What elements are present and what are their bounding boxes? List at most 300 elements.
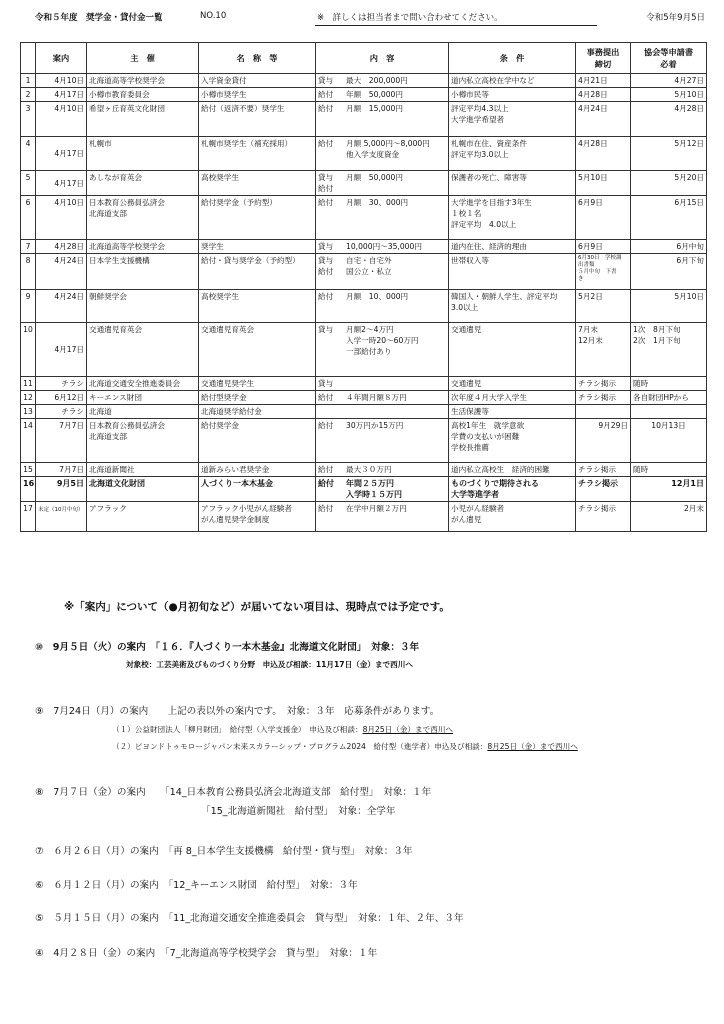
host-cell: [87, 419, 199, 463]
name-line: 入学資金貸付: [201, 76, 247, 85]
type-label: [318, 138, 346, 149]
table-row: [21, 240, 707, 254]
deadline-line: チラシ掲示: [578, 393, 616, 402]
content-cell: [316, 137, 449, 171]
condition-line: 小樽市民等: [451, 90, 489, 99]
row-number: [21, 74, 36, 88]
host-cell: [87, 74, 199, 88]
col-content: 内 容: [316, 43, 449, 74]
table-row: [21, 74, 707, 88]
arrival-line: 各自財団HPから: [633, 393, 689, 402]
deadline-cell: [576, 137, 631, 171]
arrival-text: 2月末: [683, 504, 704, 513]
deadline-cell: [576, 74, 631, 88]
condition-cell: [449, 463, 576, 477]
amount-line: 国公立・私立: [346, 267, 392, 276]
row-number: [21, 463, 36, 477]
host-cell: [87, 240, 199, 254]
host-line: アフラック: [89, 504, 127, 513]
guide-date-text: 4月24日: [54, 256, 84, 265]
guide-date: [36, 391, 87, 405]
col-host: 主 催: [87, 43, 199, 74]
arrival-line: 随時: [633, 379, 649, 388]
arrival-text: 5月10日: [674, 292, 704, 301]
condition-cell: [449, 254, 576, 290]
amount-value: [346, 172, 403, 183]
table-row: [21, 377, 707, 391]
name-cell: [199, 137, 316, 171]
host-cell: [87, 323, 199, 377]
col-arrival: 協会等申請書 必着: [631, 43, 707, 74]
host-cell: [87, 88, 199, 102]
note-10-heading: ⑩ 9月５日（火）の案内 「１６．『人づくり一本木基金』北海道文化財団」 対象：３年: [35, 642, 420, 653]
arrival-cell: [631, 240, 707, 254]
amount-value: [346, 478, 402, 500]
arrival-cell: [631, 290, 707, 323]
arrival-text: 6月下旬: [676, 256, 704, 265]
arrival-text: 12月1日: [671, 479, 704, 488]
note-4: ④ 4月２８日（金）の案内 「7_北海道高等学校奨学会 貸与型」 対象：１年: [35, 948, 378, 959]
deadline-cell: [576, 196, 631, 240]
deadline-cell: [576, 502, 631, 532]
guide-date: [36, 290, 87, 323]
name-line: 北海道奨学給付金: [201, 407, 262, 416]
row-number-text: 1: [25, 76, 31, 85]
host-line: 日本学生支援機構: [89, 256, 150, 265]
host-cell: [87, 377, 199, 391]
condition-cell: [449, 137, 576, 171]
host-line: 北海道高等学校奨学会: [89, 76, 165, 85]
amount-value: [346, 255, 392, 277]
type-line: 貸与: [318, 256, 334, 265]
row-number-text: 9: [25, 292, 31, 301]
arrival-text: 4月28日: [674, 104, 704, 113]
amount-value: [346, 420, 403, 431]
guide-date-text: 7月7日: [59, 465, 84, 474]
condition-line: 評定平均3.0以上: [451, 150, 509, 159]
schedule-notice: ※「案内」について（●月初旬など）が届いてない項目は、現時点では予定です。: [64, 601, 450, 613]
name-line: 給付奨学金: [201, 421, 239, 430]
arrival-cell: [631, 323, 707, 377]
condition-cell: [449, 290, 576, 323]
table-row: [21, 477, 707, 502]
row-number-text: 12: [23, 393, 33, 402]
amount-line: 月額 10、000円: [346, 292, 409, 301]
condition-line: 道内私立高校在学中など: [451, 76, 535, 85]
name-cell: [199, 196, 316, 240]
type-label: [318, 464, 346, 475]
amount-line: 在学中月額２万円: [346, 504, 407, 513]
type-line: 給付: [318, 139, 334, 148]
name-line: 人づくり一本木基金: [201, 479, 273, 488]
type-label: [318, 103, 346, 114]
name-line: 給付（返済不要）奨学生: [201, 104, 285, 113]
row-number: [21, 254, 36, 290]
deadline-cell: [576, 88, 631, 102]
condition-line: ものづくりで期待される: [451, 479, 539, 488]
host-line: 日本教育公務員弘済会: [89, 198, 165, 207]
guide-date-text: チラシ: [61, 407, 84, 416]
name-line: 交通遺児育英会: [201, 325, 255, 334]
amount-value: [346, 392, 407, 403]
amount-line: 10,000円～35,000円: [346, 242, 422, 251]
table-row: [21, 419, 707, 463]
amount-value: [346, 197, 408, 208]
table-row: [21, 290, 707, 323]
amount-line: 月額 5,000円～8,000円: [346, 139, 430, 148]
deadline-line: チラシ掲示: [578, 504, 616, 513]
host-line: 北海道支部: [89, 209, 127, 218]
content-cell: [316, 240, 449, 254]
condition-line: 道内在住、経済的理由: [451, 242, 527, 251]
arrival-text: 10月13日: [651, 421, 686, 430]
condition-cell: [449, 88, 576, 102]
arrival-cell: [631, 377, 707, 391]
content-cell: [316, 323, 449, 377]
condition-line: 韓国人・朝鮮人学生、評定平均: [451, 292, 558, 301]
row-number-text: 4: [25, 139, 31, 148]
content-cell: [316, 405, 449, 419]
row-number-text: 17: [23, 504, 33, 513]
condition-line: 学費の支払いが困難: [451, 432, 520, 441]
arrival-cell: [631, 171, 707, 196]
host-line: 北海道新聞社: [89, 465, 135, 474]
row-number-text: 13: [23, 407, 33, 416]
table-row: [21, 88, 707, 102]
table-row: [21, 196, 707, 240]
host-cell: [87, 196, 199, 240]
deadline-line: 5月10日: [578, 173, 608, 182]
type-line: 給付: [318, 465, 334, 474]
guide-date-text: 4月10日: [54, 76, 84, 85]
row-number: [21, 502, 36, 532]
deadline-line: チラシ掲示: [578, 465, 616, 474]
condition-line: 学校長推薦: [451, 443, 489, 452]
type-label: [318, 197, 346, 208]
amount-line: 自宅・自宅外: [346, 256, 392, 265]
condition-line: 評定平均 4.0以上: [451, 220, 517, 229]
condition-cell: [449, 502, 576, 532]
row-number: [21, 171, 36, 196]
amount-line: 最大 200,000円: [346, 76, 408, 85]
host-cell: [87, 290, 199, 323]
table-row: [21, 323, 707, 377]
content-cell: [316, 463, 449, 477]
deadline-line: 6月9日: [578, 198, 603, 207]
host-line: 日本教育公務員弘済会: [89, 421, 165, 430]
host-cell: [87, 502, 199, 532]
document-date: 令和5年9月5日: [646, 13, 705, 23]
type-line: 給付: [318, 198, 334, 207]
arrival-cell: [631, 502, 707, 532]
host-cell: [87, 391, 199, 405]
guide-date: [36, 171, 87, 196]
type-line: 給付: [318, 292, 334, 301]
type-line: 貸与: [318, 325, 334, 334]
guide-date-text: 4月28日: [54, 242, 84, 251]
table-row: [21, 502, 707, 532]
guide-date-text: 4月10日: [54, 198, 84, 207]
deadline-line: チラシ掲示: [578, 479, 618, 488]
name-line: 奨学生: [201, 242, 224, 251]
deadline-cell: [576, 391, 631, 405]
col-no: [21, 43, 36, 74]
condition-cell: [449, 102, 576, 137]
document-number: NO.10: [200, 11, 227, 21]
host-line: あしなが育英会: [89, 173, 143, 182]
deadline-cell: [576, 405, 631, 419]
name-line: がん遺児奨学金制度: [201, 515, 270, 524]
host-cell: [87, 137, 199, 171]
condition-cell: [449, 419, 576, 463]
row-number: [21, 196, 36, 240]
type-line: 貸与: [318, 173, 334, 182]
table-row: [21, 102, 707, 137]
deadline-cell: [576, 171, 631, 196]
guide-date: [36, 502, 87, 532]
arrival-cell: [631, 196, 707, 240]
arrival-text: 5月10日: [674, 90, 704, 99]
host-line: 希望ヶ丘育英文化財団: [89, 104, 165, 113]
content-cell: [316, 196, 449, 240]
note-8-line-2: 「15_北海道新聞社 給付型」 対象：全学年: [201, 806, 396, 817]
amount-value: [346, 241, 422, 252]
note-9-item-2: （２）ビヨンドトゥモロージャパン未来スカラーシップ・プログラム2024 給付型（進学者）申込及び相談：8月25日（金）まで西川へ: [112, 742, 578, 751]
guide-date-text: 4月17日: [54, 90, 84, 99]
name-cell: [199, 377, 316, 391]
amount-line: 月額2～4万円: [346, 325, 394, 334]
document-title: 令和５年度 奨学金・貸付金一覧: [35, 13, 163, 23]
arrival-cell: [631, 137, 707, 171]
condition-cell: [449, 171, 576, 196]
type-label: [318, 241, 346, 252]
col-name: 名 称 等: [199, 43, 316, 74]
arrival-text: 6月15日: [674, 198, 704, 207]
arrival-line: 1次 8月下旬: [633, 325, 681, 334]
condition-cell: [449, 74, 576, 88]
condition-cell: [449, 477, 576, 502]
header-underline: [315, 25, 597, 26]
contact-note: ※ 詳しくは担当者まで問い合わせてください。: [317, 13, 503, 23]
guide-date-text: 4月10日: [54, 104, 84, 113]
content-cell: [316, 477, 449, 502]
guide-date-text: チラシ: [61, 379, 84, 388]
content-cell: [316, 391, 449, 405]
table-row: [21, 405, 707, 419]
deadline-line: 6月9日: [578, 242, 603, 251]
host-line: 北海道支部: [89, 432, 127, 441]
amount-line: 年額 50,000円: [346, 90, 403, 99]
type-line: 給付: [318, 267, 334, 276]
condition-line: １校１名: [451, 209, 482, 218]
guide-date: [36, 254, 87, 290]
condition-line: 札幌市在住、資産条件: [451, 139, 527, 148]
table-row: [21, 171, 707, 196]
guide-date-text: 6月12日: [54, 393, 84, 402]
deadline-line: 4月24日: [578, 104, 608, 113]
content-cell: [316, 502, 449, 532]
amount-value: [346, 503, 407, 514]
arrival-cell: [631, 102, 707, 137]
host-line: 北海道交通安全推進委員会: [89, 379, 181, 388]
guide-date: [36, 323, 87, 377]
amount-line: 一部給付あり: [346, 347, 392, 356]
type-line: 給付: [318, 479, 334, 488]
amount-value: [346, 464, 392, 475]
amount-line: 最大３０万円: [346, 465, 392, 474]
name-line: 高校奨学生: [201, 173, 239, 182]
name-cell: [199, 240, 316, 254]
type-line: 給付: [318, 393, 334, 402]
deadline-line: き: [578, 276, 584, 282]
row-number-text: 6: [25, 198, 31, 207]
condition-cell: [449, 391, 576, 405]
row-number: [21, 419, 36, 463]
amount-line: ４年間月額８万円: [346, 393, 407, 402]
name-line: 札幌市奨学生（補充採用）: [201, 139, 293, 148]
note-9-item-1: （１）公益財団法人「柳月財団」 給付型（入学支援金） 申込及び相談：8月25日（金）まで西川へ: [112, 725, 454, 734]
content-cell: [316, 88, 449, 102]
type-line: 給付: [318, 504, 334, 513]
arrival-cell: [631, 477, 707, 502]
table-header-row: [21, 43, 707, 74]
row-number-text: 3: [25, 104, 31, 113]
name-cell: [199, 88, 316, 102]
condition-line: 道内私立高校生 経済的困難: [451, 465, 550, 474]
type-label: [318, 75, 346, 86]
name-cell: [199, 405, 316, 419]
condition-cell: [449, 323, 576, 377]
row-number-text: 16: [23, 479, 35, 488]
table-row: [21, 137, 707, 171]
type-line: 貸与: [318, 242, 334, 251]
scholarship-table: [20, 42, 707, 532]
row-number-text: 10: [23, 325, 33, 334]
amount-line: 入学時１５万円: [346, 490, 402, 499]
type-line: 給付: [318, 184, 334, 193]
condition-line: 評定平均4.3以上: [451, 104, 509, 113]
name-cell: [199, 419, 316, 463]
name-line: 給付型奨学金: [201, 393, 247, 402]
condition-line: 大学進学希望者: [451, 115, 505, 124]
row-number-text: 11: [23, 379, 33, 388]
arrival-cell: [631, 254, 707, 290]
guide-date-text: 4月17日: [54, 178, 84, 188]
arrival-cell: [631, 463, 707, 477]
row-number-text: 2: [25, 90, 31, 99]
col-condition: 条 件: [449, 43, 576, 74]
amount-line: 月額 30、000円: [346, 198, 409, 207]
host-line: 札幌市: [89, 139, 112, 148]
host-line: 北海道文化財団: [89, 479, 145, 488]
deadline-cell: [576, 102, 631, 137]
table-row: [21, 463, 707, 477]
row-number: [21, 323, 36, 377]
host-line: キーエンス財団: [89, 393, 142, 402]
amount-value: [346, 324, 418, 357]
type-label: [318, 478, 346, 489]
host-cell: [87, 405, 199, 419]
guide-date-text: 4月24日: [54, 292, 84, 301]
arrival-cell: [631, 405, 707, 419]
condition-line: がん遺児: [451, 515, 482, 524]
deadline-cell: [576, 463, 631, 477]
host-cell: [87, 463, 199, 477]
host-line: 朝鮮奨学会: [89, 292, 127, 301]
note-8-line-1: ⑧ 7月７日（金）の案内 「14_日本教育公務員弘済会北海道支部 給付型」 対象：１年: [35, 787, 432, 798]
condition-line: 生活保護等: [451, 407, 489, 416]
row-number-text: 15: [23, 465, 33, 474]
row-number-text: 7: [25, 242, 31, 251]
amount-line: 月額 50,000円: [346, 173, 403, 182]
host-cell: [87, 477, 199, 502]
condition-line: 保護者の死亡、障害等: [451, 173, 527, 182]
name-cell: [199, 74, 316, 88]
document-header: [35, 11, 705, 25]
guide-date: [36, 405, 87, 419]
deadline-line: 4月21日: [578, 76, 608, 85]
arrival-cell: [631, 74, 707, 88]
amount-value: [346, 138, 430, 160]
guide-date: [36, 240, 87, 254]
guide-date-text: 4月17日: [54, 149, 84, 158]
name-cell: [199, 502, 316, 532]
deadline-cell: [576, 323, 631, 377]
row-number: [21, 391, 36, 405]
guide-date-text: 未定（10月中旬）: [38, 507, 84, 513]
condition-line: 交通遺児: [451, 379, 482, 388]
deadline-line: 9月29日: [598, 421, 628, 430]
condition-line: 小児がん経験者: [451, 504, 505, 513]
amount-value: [346, 103, 403, 114]
row-number-text: 8: [25, 256, 31, 265]
type-line: 給付: [318, 421, 334, 430]
row-number: [21, 405, 36, 419]
guide-date: [36, 74, 87, 88]
condition-line: 交通遺児: [451, 325, 482, 334]
deadline-line: 6月30日 学校調: [578, 255, 622, 261]
condition-cell: [449, 377, 576, 391]
type-line: 給付: [318, 90, 334, 99]
arrival-cell: [631, 391, 707, 405]
type-label: [318, 324, 346, 335]
guide-date: [36, 88, 87, 102]
content-cell: [316, 290, 449, 323]
condition-line: 大学等進学者: [451, 490, 499, 499]
condition-line: 大学進学を目指す3年生: [451, 198, 532, 207]
col-deadline: 事務提出 締切: [576, 43, 631, 74]
note-5: ⑤ ５月１５日（月）の案内 「11_北海道交通安全推進委員会 貸与型」 対象：１年、２年、３年: [35, 913, 464, 924]
arrival-line: 2次 1月下旬: [633, 336, 681, 345]
condition-cell: [449, 196, 576, 240]
deadline-cell: [576, 240, 631, 254]
host-line: 小樽市教育委員会: [89, 90, 150, 99]
condition-cell: [449, 405, 576, 419]
note-7: ⑦ ６月２６日（月）の案内 「再 8_日本学生支援機構 給付型・貸与型」 対象：３年: [35, 846, 413, 857]
guide-date-text: 7月7日: [59, 421, 84, 430]
guide-date: [36, 377, 87, 391]
arrival-line: 随時: [633, 465, 649, 474]
amount-line: 年間２５万円: [346, 479, 394, 488]
name-line: 給付奨学金（予約型）: [201, 198, 277, 207]
table-row: [21, 391, 707, 405]
note-6: ⑥ ６月１２日（月）の案内 「12_キーエンス財団 給付型」 対象：３年: [35, 880, 358, 891]
condition-cell: [449, 240, 576, 254]
row-number: [21, 240, 36, 254]
arrival-cell: [631, 88, 707, 102]
deadline-cell: [576, 290, 631, 323]
amount-line: 入学一時20～60万円: [346, 336, 419, 345]
